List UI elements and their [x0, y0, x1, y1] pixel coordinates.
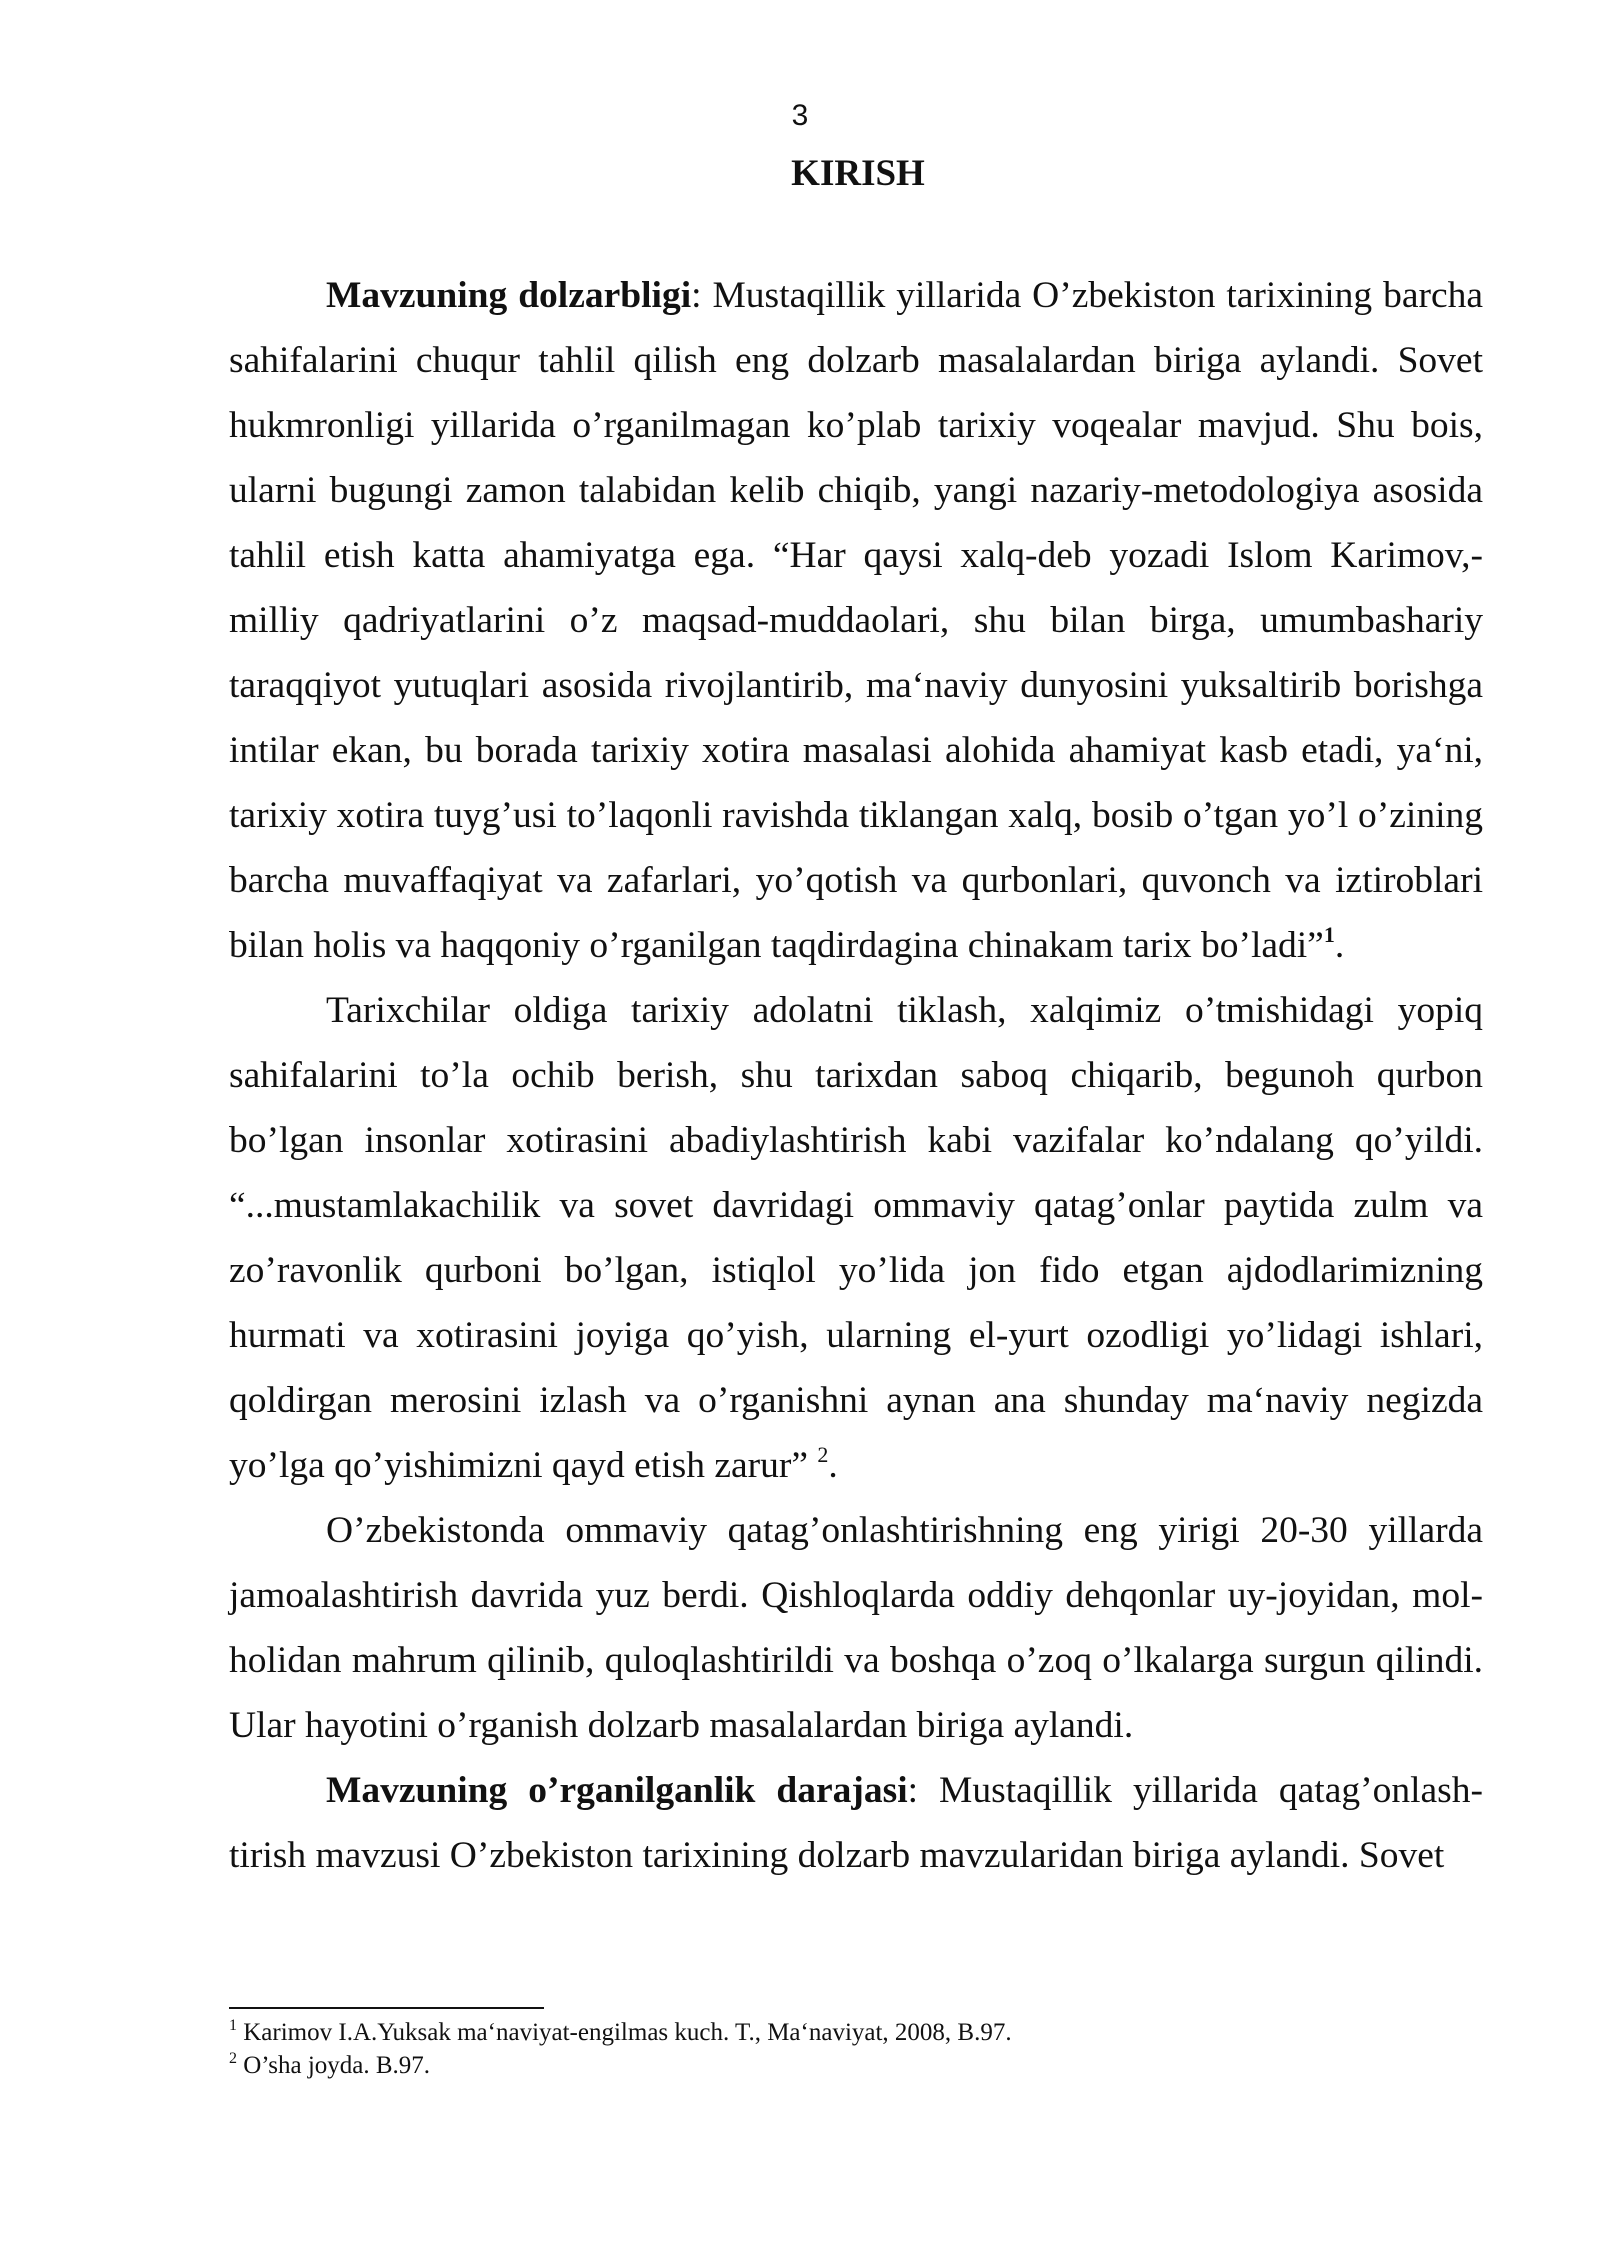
footnotes: [229, 2016, 1483, 2082]
footnote-separator: [229, 2007, 544, 2009]
section-lead: Mavzuning dolzarbligi: [326, 275, 692, 316]
footnote-text: Karimov I.A.Yuksak ma‘naviyat-engilmas kuch. T., Ma‘naviyat, 2008, B.97.: [237, 2019, 1012, 2046]
footnote-2: [229, 2049, 1483, 2082]
paragraph-text: Tarixchilar oldiga tarixiy adolatni tiklash, xalqimiz o’tmishidagi yopiq sahifalarini to’la ochib berish, shu tarixdan saboq chiqarib, begunoh qurbon bo’lgan insonlar xotirasini abadiylashtirish kabi vazifalar ko’ndalang qo’yildi. “...mustamlakachilik va sovet davridagi ommaviy qatag’onlar paytida zulm va zo’ravonlik qurboni bo’lgan, istiqlol yo’lida jon fido etgan ajdodlarimizning hurmati va xotirasini joyiga qo’yish, ularning el-yurt ozodligi yo’lidagi ishlari, qoldirgan merosini izlash va o’rganishni aynan ana shunday ma‘naviy negizda yo’lga qo’yishimizni qayd etish zarur”: [229, 990, 1483, 1486]
paragraph-1: [229, 263, 1483, 978]
footnote-ref[interactable]: 2: [817, 1442, 829, 1467]
footnote-1: [229, 2016, 1483, 2049]
paragraph-text: : Mustaqillik yillarida qatag’onlash-tirish mavzusi O’zbekiston tarixining dolzarb mavzularidan biriga aylandi. Sovet: [229, 1770, 1483, 1876]
page-number: 3: [791, 99, 809, 132]
paragraph-2: [229, 978, 1483, 1498]
footnote-ref[interactable]: 1: [1323, 922, 1335, 947]
paragraph-end: .: [828, 1445, 838, 1486]
footnote-number: 2: [229, 2050, 237, 2067]
section-lead: Mavzuning o’rganilganlik darajasi: [326, 1770, 908, 1811]
paragraph-end: .: [1334, 925, 1345, 966]
footnote-text: O’sha joyda. B.97.: [237, 2052, 431, 2079]
paragraph-text: : Mustaqillik yillarida O’zbekiston tarixining barcha sahifalarini chuqur tahlil qilish eng dolzarb masalalardan biriga aylandi. Sovet hukmronligi yillarida o’rganilmagan ko’plab tarixiy voqealar mavjud. Shu bois, ularni bugungi zamon talabidan kelib chiqib, yangi nazariy-metodologiya asosida tahlil etish katta ahamiyatga ega. “Har qaysi xalq-deb yozadi Islom Karimov,- milliy qadriyatlarini o’z maqsad-muddaolari, shu bilan birga, umumbashariy taraqqiyot yutuqlari asosida rivojlantirib, ma‘naviy dunyosini yuksaltirib borishga intilar ekan, bu borada tarixiy xotira masalasi alohida ahamiyat kasb etadi, ya‘ni, tarixiy xotira tuyg’usi to’laqonli ravishda tiklangan xalq, bosib o’tgan yo’l o’zining barcha muvaffaqiyat va zafarlari, yo’qotish va qurbonlari, quvonch va iztiroblari bilan holis va haqqoniy o’rganilgan taqdirdagina chinakam tarix bo’ladi”: [229, 275, 1484, 966]
paragraph-4: [229, 1758, 1483, 1888]
page-heading: KIRISH: [791, 153, 925, 194]
body-text: [229, 263, 1483, 1888]
footnote-number: 1: [229, 2017, 237, 2034]
paragraph-text: O’zbekistonda ommaviy qatag’onlashtirishning eng yirigi 20-30 yillarda jamoalashtirish davrida yuz berdi. Qishloqlarda oddiy dehqonlar uy-joyidan, mol-holidan mahrum qilinib, quloqlashtirildi va boshqa o’zoq o’lkalarga surgun qilindi. Ular hayotini o’rganish dolzarb masalalardan biriga aylandi.: [229, 1510, 1483, 1746]
paragraph-3: [229, 1498, 1483, 1758]
